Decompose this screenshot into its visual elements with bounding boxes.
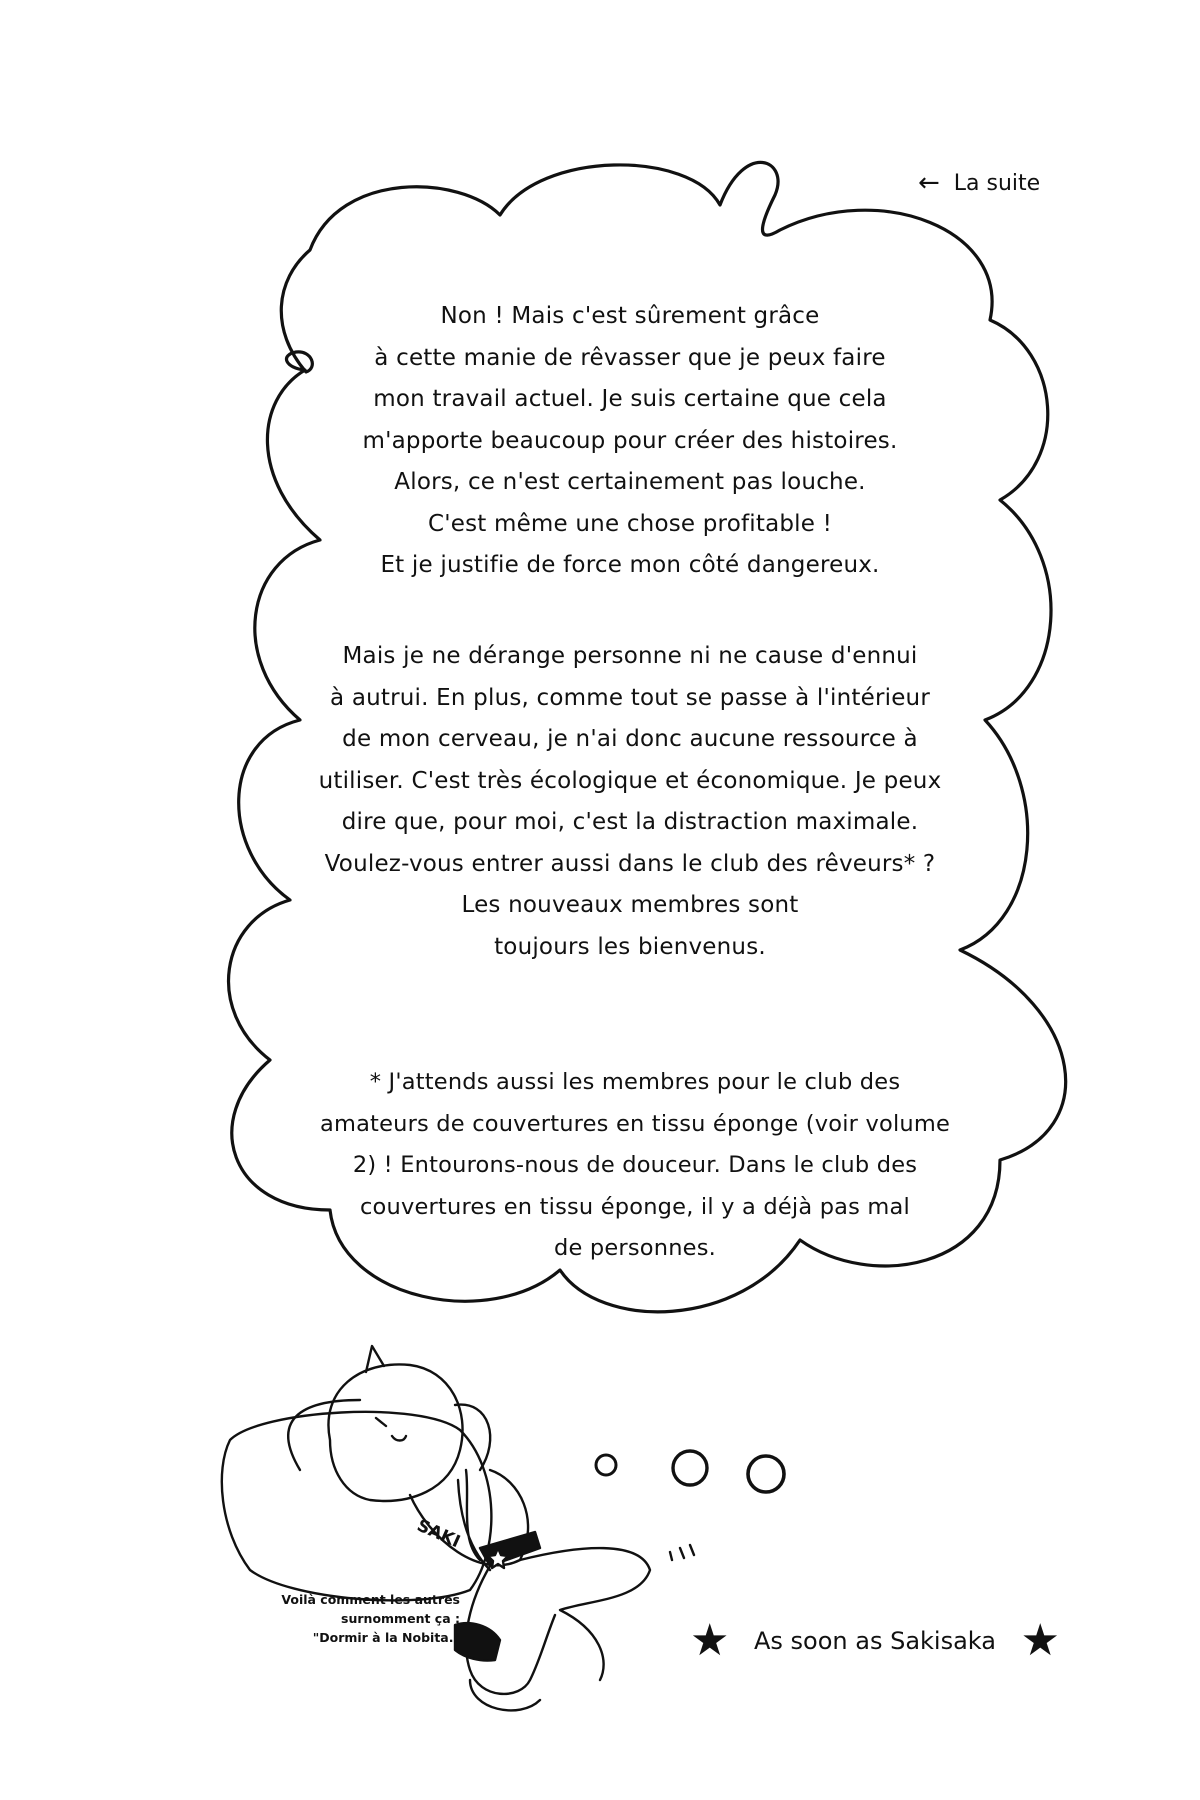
text-line: dire que, pour moi, c'est la distraction maximale. [341, 809, 919, 835]
text-line: m'apporte beaucoup pour créer des histoires. [362, 427, 898, 454]
paragraph-footnote [290, 1062, 980, 1270]
text-line: utiliser. C'est très écologique et économique. Je peux [318, 767, 942, 794]
signature-text: As soon as Sakisaka [753, 1627, 996, 1655]
next-page-link[interactable] [918, 165, 1098, 201]
thought-bubble-medium [673, 1451, 707, 1485]
text-line: de personnes. [554, 1235, 716, 1261]
text-line: de mon cerveau, je n'ai donc aucune ressource à [342, 726, 918, 752]
text-line: à autrui. En plus, comme tout se passe à l'intérieur [330, 684, 930, 711]
thought-bubble-small [596, 1455, 616, 1475]
text-line: Alors, ce n'est certainement pas louche. [394, 469, 866, 495]
text-line: amateurs de couvertures en tissu éponge (voir volume [319, 1110, 951, 1137]
caption-line: surnomment ça : [341, 1611, 460, 1626]
illustration-caption [240, 1590, 460, 1647]
text-line: toujours les bienvenus. [494, 933, 766, 960]
paragraph-club [300, 636, 960, 968]
next-page-label: La suite [953, 170, 1041, 196]
caption-line: "Dormir à la Nobita." [312, 1630, 460, 1645]
star-icon: ★ [690, 1615, 730, 1666]
shirt-label: SAKI [413, 1515, 464, 1553]
text-line: Mais je ne dérange personne ni ne cause d'ennui [342, 643, 918, 669]
text-line: Les nouveaux membres sont [461, 892, 799, 918]
paragraph-dreaming [300, 296, 960, 587]
text-line: Non ! Mais c'est sûrement grâce [440, 303, 820, 329]
star-icon: ★ [1020, 1615, 1060, 1666]
thought-bubble-large [748, 1456, 784, 1492]
text-line: couvertures en tissu éponge, il y a déjà pas mal [359, 1193, 910, 1220]
left-arrow-icon: ← [918, 168, 940, 198]
text-line: C'est même une chose profitable ! [427, 510, 833, 537]
text-line: Et je justifie de force mon côté dangereux. [380, 552, 880, 578]
author-signature [690, 1616, 1060, 1666]
text-line: 2) ! Entourons-nous de douceur. Dans le club des [352, 1152, 918, 1178]
caption-line: Voilà comment les autres [281, 1592, 460, 1607]
text-line: à cette manie de rêvasser que je peux faire [374, 344, 886, 371]
text-line: * J'attends aussi les membres pour le club des [369, 1069, 901, 1095]
text-line: Voulez-vous entrer aussi dans le club des rêveurs* ? [324, 850, 936, 877]
sleeping-girl-icon [222, 1346, 694, 1710]
text-line: mon travail actuel. Je suis certaine que cela [373, 386, 887, 412]
